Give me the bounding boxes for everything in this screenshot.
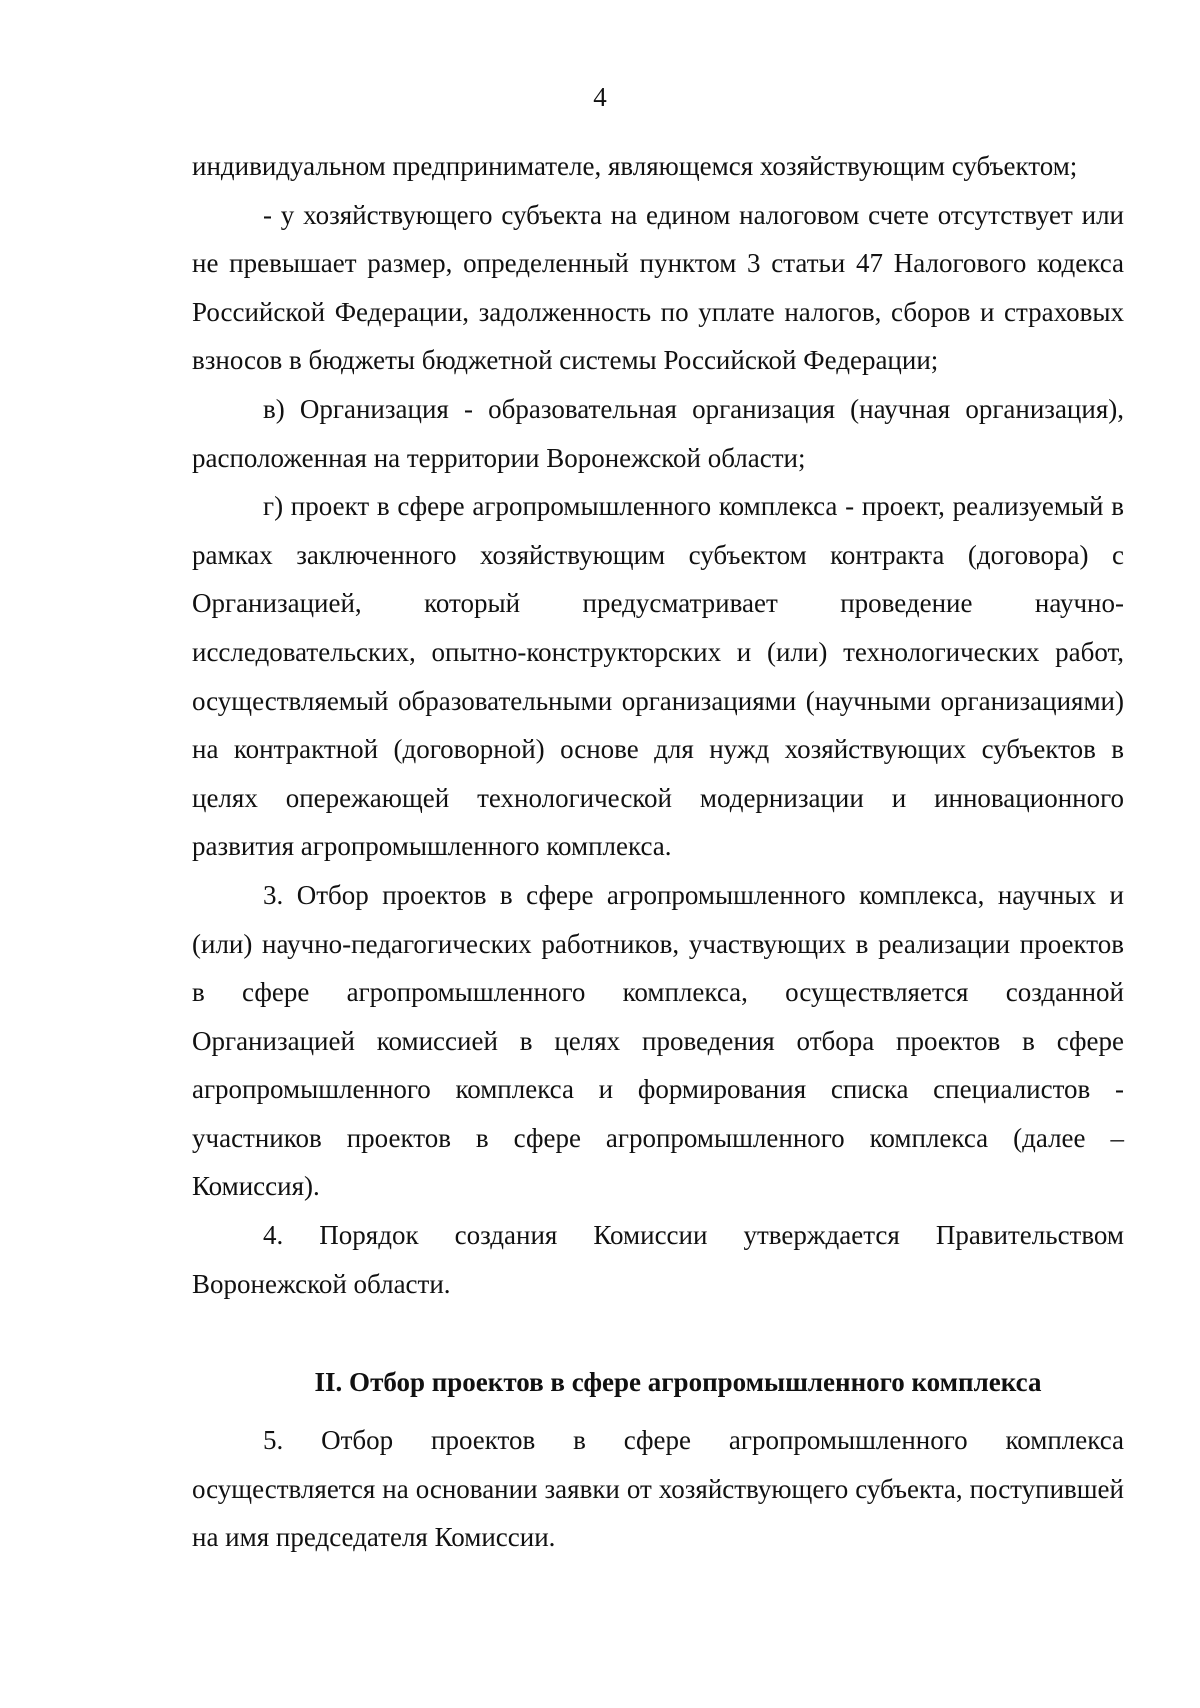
paragraph-organization-definition: в) Организация - образовательная организация (научная организация), расположенная на территории Воронежской области; xyxy=(192,393,1124,473)
paragraph-item-5: 5. Отбор проектов в сфере агропромышленного комплекса осуществляется на основании заявки от хозяйствующего субъекта, поступившей на имя председателя Комиссии. xyxy=(192,1425,1124,1553)
paragraph-item-3: 3. Отбор проектов в сфере агропромышленного комплекса, научных и (или) научно-педагогических работников, участвующих в реализации проектов в сфере агропромышленного комплекса, осуществляется созданной Организацией комиссией в целях проведения отбора проектов в сфере агропромышленного комплекса и формирования списка специалистов - участников проектов в сфере агропромышленного комплекса (далее – Комиссия). xyxy=(192,879,1124,1202)
paragraph-tax-debt: - у хозяйствующего субъекта на едином налоговом счете отсутствует или не превышает размер, определенный пунктом 3 статьи 47 Налогового кодекса Российской Федерации, задолженность по уплате налогов, сборов и страховых взносов в бюджеты бюджетной системы Российской Федерации; xyxy=(192,199,1124,376)
paragraph-item-4: 4. Порядок создания Комиссии утверждается Правительством Воронежской области. xyxy=(192,1220,1124,1299)
page-number: 4 xyxy=(593,82,607,112)
paragraph-continuation: индивидуальном предпринимателе, являющемся хозяйствующим субъектом; xyxy=(192,151,1078,181)
document-body xyxy=(192,142,1124,1562)
section-heading: II. Отбор проектов в сфере агропромышленного комплекса xyxy=(314,1367,1042,1398)
paragraph-project-definition: г) проект в сфере агропромышленного комплекса - проект, реализуемый в рамках заключенного хозяйствующим субъектом контракта (договора) с Организацией, который предусматривает проведение научно-исследовательских, опытно-конструкторских и (или) технологических работ, осуществляемый образовательными организациями (научными организациями) на контрактной (договорной) основе для нужд хозяйствующих субъектов в целях опережающей технологической модернизации и инновационного развития агропромышленного комплекса. xyxy=(192,491,1124,862)
